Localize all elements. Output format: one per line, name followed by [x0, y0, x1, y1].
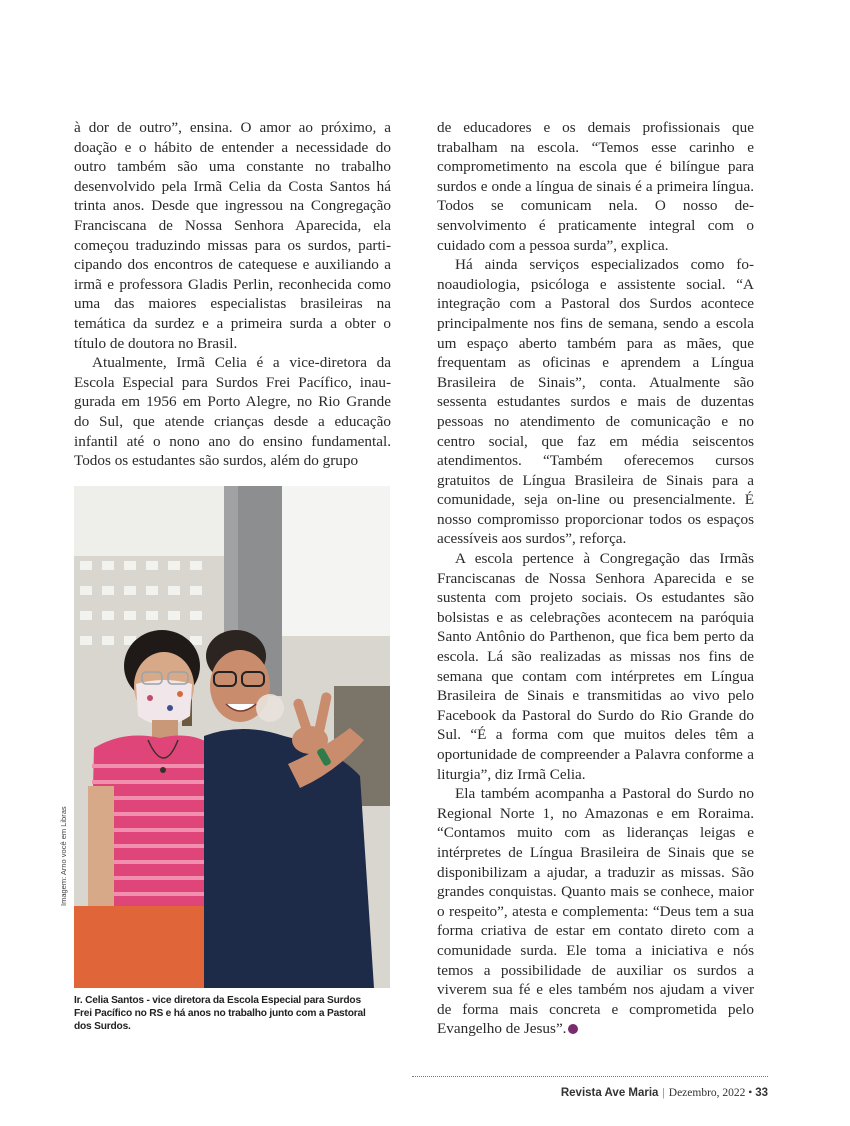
footer-bullet: •: [748, 1087, 753, 1099]
paragraph: Há ainda serviços especializados como fonoaudiologia, psicóloga e assistente social. “A integração com a Pastoral dos Surdos acontece principalmente nos fins de semana, sendo a escola um espaço aberto também para as mães, que frequentam as oficinas e aprendem a Língua Brasileira de Sinais”, conta. Atualmente são sessenta estudantes surdos e mais de duzentas pessoas no atendimento de comunicação e no centro social, que faz em média seiscentos atendimentos. “Também oferecemos cursos gratuitos de Língua Brasileira de Sinais para a comunidade, seja on-line ou presencialmente. É nosso compromisso proporcionar todos os espaços acessíveis aos surdos”, reforça.: [437, 256, 754, 548]
photo-caption: Ir. Celia Santos - vice diretora da Escola Especial para Surdos Frei Pacífico no RS e há anos no trabalho junto com a Pastoral dos Surdos.: [74, 995, 366, 1033]
paragraph-last: [437, 784, 754, 1039]
magazine-name: Revista Ave Maria: [560, 1087, 659, 1099]
footer-divider: [412, 1076, 768, 1077]
page-footer: [561, 1087, 768, 1099]
issue-date: Dezembro, 2022: [668, 1087, 746, 1099]
footer-separator: |: [662, 1087, 665, 1099]
paragraph: A escola pertence à Congregação das Irmãs Franciscanas de Nossa Senhora Aparecida e se sustenta com projeto sociais. Os estudantes são bolsistas e as celebrações acontecem na paróquia Santo Antônio do Parthenon, que fica bem perto da escola. Lá são realizadas as missas nos fins de semana que contam com intérpretes em Língua Brasileira de Sinais e transmitidas ao vivo pelo Facebook da Pastoral do Surdo do Rio Grande do Sul. “É a forma com que muitos deles têm a oportunidade de compreender a Palavra conforme a liturgia”, diz Irmã Celia.: [437, 550, 754, 783]
paragraph-text: Ela também acompanha a Pastoral do Surdo no Regional Norte 1, no Amazonas e em Roraima. “Contamos muito com as lideranças leigas e intérpretes de Língua Brasileira de Sinais que se disponibilizam a ajudar, a traduzir as missas. São grandes conquistas. Quanto mais se conhece, maior o respeito”, atesta e complementa: “Deus tem a sua forma criativa de estar em contato direto com a comunidade surda. Ele toma a iniciativa e nós temos a possibilidade de auxiliar os surdos a viverem sua fé e eles também nos ajudam a viver de forma mais concreta e comprometida pelo Evangelho de Jesus”.: [437, 785, 754, 1038]
article-column-left: [74, 118, 391, 471]
end-mark-icon: [568, 1024, 578, 1034]
article-column-right: [437, 118, 754, 1039]
paragraph: à dor de outro”, ensina. O amor ao próximo, a doação e o hábito de entender a necessidade do outro também são uma constante no trabalho desenvolvido pela Irmã Celia da Costa Santos há trinta anos. Desde que ingressou na Congregação Franciscana de Nossa Senhora Aparecida, ela começou traduzindo missas para os surdos, participando dos encontros de catequese e auxiliando a irmã e professora Gladis Perlin, reconhecida como uma das maiores especialistas brasileiras na temática da surdez e a primeira surda a obter o título de doutora no Brasil.: [74, 119, 391, 352]
article-photo: [74, 486, 390, 988]
page-number: 33: [755, 1087, 768, 1099]
photo-illustration: [74, 486, 390, 988]
paragraph: de educadores e os demais profissionais que trabalham na escola. “Temos esse carinho e comprometimento na escola que é bilíngue para surdos e onde a língua de sinais é a primeira língua. Todos se comunicam nela. O nosso desenvolvimento é praticamente integral com o cuidado com a pessoa surda”, explica.: [437, 119, 754, 254]
paragraph: Atualmente, Irmã Celia é a vice-diretora da Escola Especial para Surdos Frei Pacífico, inaugurada em 1956 em Porto Alegre, no Rio Grande do Sul, que atende crianças desde a educação infantil até o nono ano do ensino fundamental. Todos os estudantes são surdos, além do grupo: [74, 354, 391, 470]
photo-credit: Imagem: Arno você em Libras: [59, 806, 68, 906]
